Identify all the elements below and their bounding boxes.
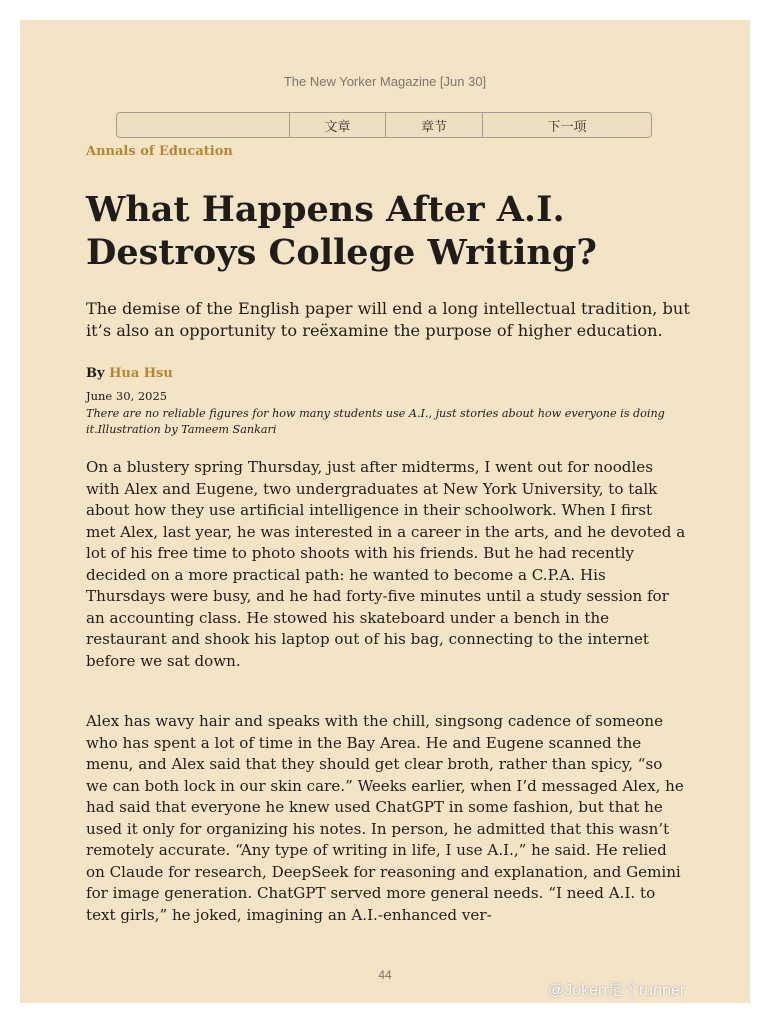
document-title: The New Yorker Magazine [Jun 30] xyxy=(283,74,487,89)
headline-line-1: What Happens After A.I. xyxy=(86,189,565,230)
byline xyxy=(86,366,173,381)
article-headline xyxy=(86,188,706,274)
page xyxy=(20,20,750,1003)
toolbar-next-button[interactable]: 下一项 xyxy=(482,113,651,137)
publish-date: June 30, 2025 xyxy=(86,389,168,403)
reader-toolbar xyxy=(116,112,652,138)
illustration-caption: There are no reliable figures for how many students use A.I., just stories about how everyone is doing it.Illustration by Tameem Sankari xyxy=(86,407,665,436)
watermark: @Joken是个runner xyxy=(548,982,686,999)
headline-line-2: Destroys College Writing? xyxy=(86,232,597,273)
page-number: 44 xyxy=(378,968,392,982)
body-paragraph-1: On a blustery spring Thursday, just after midterms, I went out for noodles with Alex and Eugene, two undergraduates at New York University, to talk about how they use artificial intelligence in their schoolwork. When I first met Alex, last year, he was interested in a career in the arts, and he devoted a lot of his free time to photo shoots with his friends. But he had recently decided on a more practical path: he wanted to become a C.P.A. His Thursdays were busy, and he had forty-five minutes until a study session for an accounting class. He stowed his skateboard under a bench in the restaurant and shook his laptop out of his bag, connecting to the internet before we sat down. xyxy=(86,458,686,670)
author-link[interactable]: Hua Hsu xyxy=(109,366,173,381)
body-paragraph-2: Alex has wavy hair and speaks with the chill, singsong cadence of someone who has spent a lot of time in the Bay Area. He and Eugene scanned the menu, and Alex said that they should get clear broth, rather than spicy, “so we can both lock in our skin care.” Weeks earlier, when I’d messaged Alex, he had said that everyone he knew used ChatGPT in some fashion, but that he used it only for organizing his notes. In person, he admitted that this wasn’t remotely accurate. “Any type of writing in life, I use A.I.,” he said. He relied on Claude for research, DeepSeek for reasoning and explanation, and Gemini for image generation. ChatGPT served more general needs. “I need A.I. to text girls,” he joked, imagining an A.I.-enhanced ver- xyxy=(86,712,684,924)
toolbar-chapter-button[interactable]: 章节 xyxy=(385,113,482,137)
toolbar-article-button[interactable]: 文章 xyxy=(289,113,385,137)
byline-prefix: By xyxy=(86,366,105,381)
toolbar-empty-cell xyxy=(117,113,289,137)
section-label[interactable]: Annals of Education xyxy=(86,144,233,159)
article-dek: The demise of the English paper will end a long intellectual tradition, but it’s also an opportunity to reëxamine the purpose of higher education. xyxy=(86,299,690,340)
